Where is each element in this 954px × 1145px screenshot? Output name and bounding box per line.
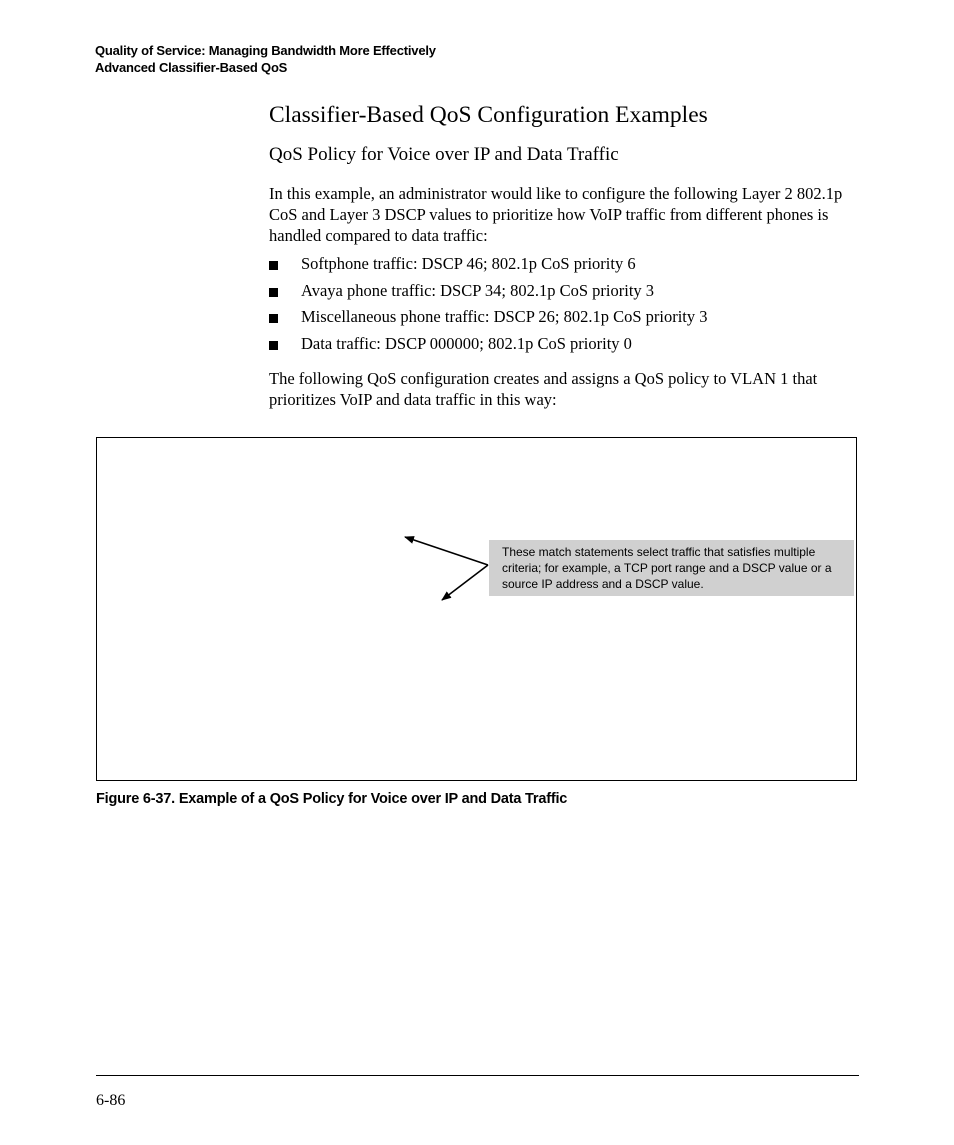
list-item-text: Softphone traffic: DSCP 46; 802.1p CoS priority 6 <box>301 254 636 273</box>
callout-arrow-upper <box>405 537 488 565</box>
figure-caption: Figure 6-37. Example of a QoS Policy for Voice over IP and Data Traffic <box>96 791 568 807</box>
callout-note: These match statements select traffic that satisfies multiple criteria; for example, a TCP port range and a DSCP value or a source IP address and a DSCP value. <box>489 540 854 596</box>
list-item-text: Data traffic: DSCP 000000; 802.1p CoS priority 0 <box>301 333 632 353</box>
list-item-text: Avaya phone traffic: DSCP 34; 802.1p CoS priority 3 <box>301 280 655 300</box>
list-item-text: Miscellaneous phone traffic: DSCP 26; 802.1p CoS priority 3 <box>301 307 708 326</box>
running-head-section: Advanced Classifier-Based QoS <box>95 60 288 75</box>
footer-rule <box>96 1075 859 1076</box>
running-head-chapter: Quality of Service: Managing Bandwidth More Effectively <box>95 43 436 58</box>
intro-paragraph: In this example, an administrator would like to configure the following Layer 2 802.1p CoS and Layer 3 DSCP values to prioritize how VoIP traffic from different phones is handled compared to data traffic: <box>269 184 843 245</box>
followup-paragraph: The following QoS configuration creates and assigns a QoS policy to VLAN 1 that prioritizes VoIP and data traffic in this way: <box>269 369 818 409</box>
callout-arrow-lower <box>442 565 488 600</box>
section-title: Classifier-Based QoS Configuration Examples <box>269 102 708 128</box>
subsection-title: QoS Policy for Voice over IP and Data Traffic <box>269 144 619 165</box>
page-number: 6-86 <box>96 1092 126 1109</box>
